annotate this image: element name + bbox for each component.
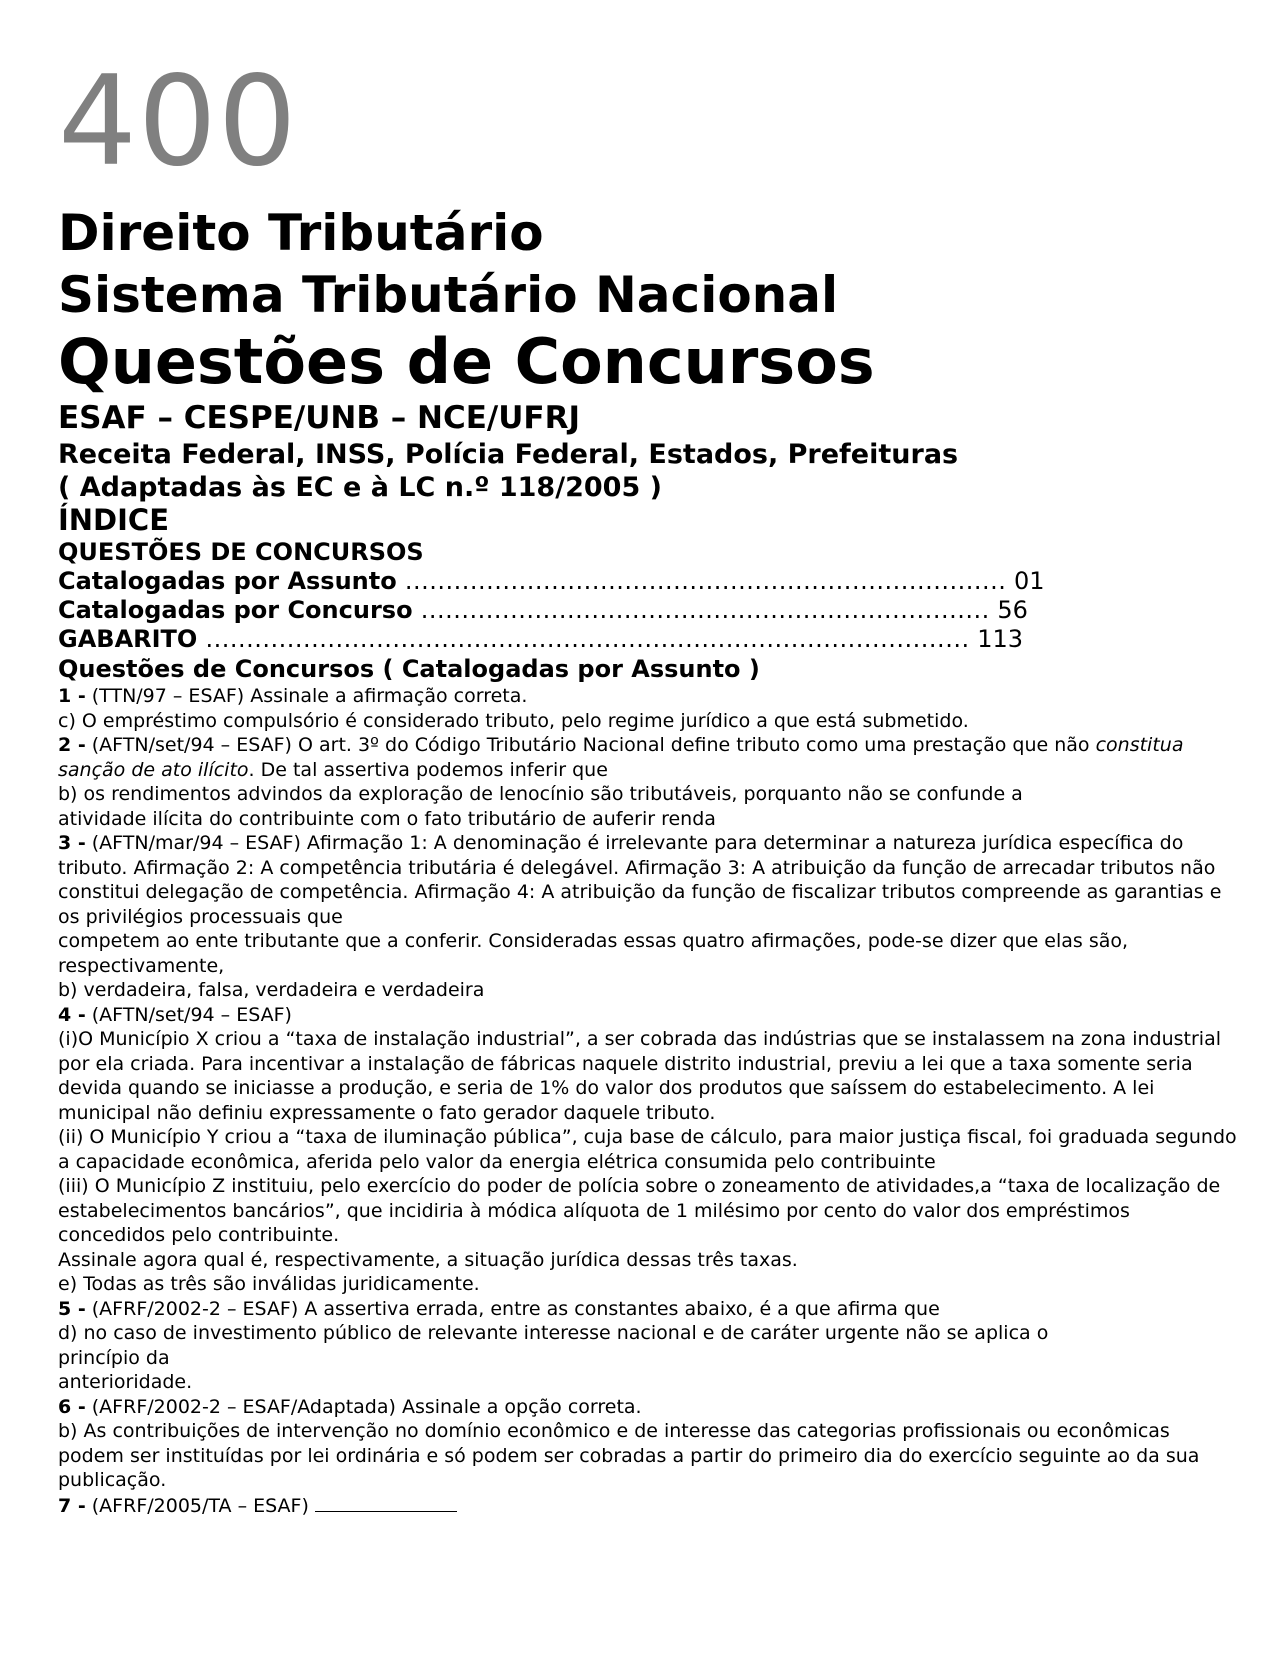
question-number: 5 - [58,1297,86,1320]
question-number: 1 - [58,685,86,707]
question-5 [58,1297,1238,1322]
page-number-large: 400 [58,50,298,194]
toc-dots: .......................................................................... [396,567,1007,595]
question-4-item-iii: (iii) O Município Z instituiu, pelo exercício do poder de polícia sobre o zoneamento de atividades,a “taxa de localização de estabelecimentos bancários”, que incidiria à módica alíquota de 1 milésimo por cento do valor dos empréstimos concedidos pelo contribuinte. [58,1175,1221,1246]
question-text: (TTN/97 – ESAF) Assinale a afirmação correta. [85,685,528,707]
title-direito-tributario: Direito Tributário [58,204,544,262]
answer-blank-line [315,1493,457,1512]
toc-dots: ...................................................................... [412,596,990,624]
question-text: (AFRF/2005/TA – ESAF) [85,1494,315,1517]
question-number: 4 - [58,1003,86,1026]
answer-5-line3: anterioridade. [58,1371,193,1393]
question-number: 3 - [58,832,86,854]
question-4 [58,1003,1238,1028]
toc-row[interactable] [58,596,1238,625]
answer-2-line1: b) os rendimentos advindos da exploração de lenocínio são tributáveis, porquanto não se confunde a [58,783,1023,805]
question-number: 2 - [58,734,86,756]
question-4-item-i: (i)O Município X criou a “taxa de instalação industrial”, a ser cobrada das indústrias que se instalassem na zona industrial por ela criada. Para incentivar a instalação de fábricas naquele distrito industrial, previu a lei que a taxa somente seria devida quando se iniciasse a produção, e seria de 1% do valor dos produtos que saíssem do estabelecimento. A lei municipal não definiu expressamente o fato gerador daquele tributo. [58,1028,1222,1124]
toc-row[interactable] [58,567,1238,596]
index-subheading: QUESTÕES DE CONCURSOS [58,538,424,566]
toc-label: Catalogadas por Assunto [58,567,397,595]
question-3-cont: competem ao ente tributante que a conferir. Consideradas essas quatro afirmações, pode-se dizer que elas são, respectivamente, [58,930,1129,977]
question-3 [58,831,1238,929]
question-2 [58,733,1238,782]
answer-2-line2: atividade ilícita do contribuinte com o fato tributário de auferir renda [58,807,716,830]
answer-5-line1: d) no caso de investimento público de relevante interesse nacional e de caráter urgente não se aplica o [58,1322,1049,1344]
title-sistema-tributario: Sistema Tributário Nacional [58,266,839,324]
question-number: 6 - [58,1395,86,1418]
question-4-item-ii: (ii) O Município Y criou a “taxa de iluminação pública”, cuja base de cálculo, para maior justiça fiscal, foi graduada segundo a capacidade econômica, aferida pelo valor da energia elétrica consumida pelo contribuinte [58,1126,1237,1173]
section-heading: Questões de Concursos ( Catalogadas por Assunto ) [58,655,760,683]
question-text-cont: . De tal assertiva podemos inferir que [248,758,608,781]
answer-3: b) verdadeira, falsa, verdadeira e verdadeira [58,979,485,1001]
question-text: (AFRF/2002-2 – ESAF/Adaptada) Assinale a opção correta. [85,1395,642,1418]
organizers-line: ESAF – CESPE/UNB – NCE/UFRJ [58,400,581,436]
question-number: 7 - [58,1494,86,1517]
entities-line: Receita Federal, INSS, Polícia Federal, Estados, Prefeituras [58,439,959,470]
answer-5-line2: princípio da [58,1346,170,1369]
toc-page: 113 [969,625,1024,653]
question-text: (AFTN/mar/94 – ESAF) Afirmação 1: A denominação é irrelevante para determinar a natureza jurídica específica do tributo. Afirmação 2: A competência tributária é delegável. Afirmação 3: A atribuição da função de arrecadar tributos não constitui delegação de competência. Afirmação 4: A atribuição da função de fiscalizar tributos compreende as garantias e os privilégios processuais que [58,832,1222,928]
toc-label: Catalogadas por Concurso [58,596,413,624]
title-questoes: Questões de Concursos [58,325,875,398]
toc-label: GABARITO [58,625,198,653]
answer-1: c) O empréstimo compulsório é considerado tributo, pelo regime jurídico a que está submetido. [58,709,969,732]
toc-page: 01 [1006,567,1045,595]
answer-4: e) Todas as três são inválidas juridicamente. [58,1273,480,1295]
question-4-prompt: Assinale agora qual é, respectivamente, a situação jurídica dessas três taxas. [58,1248,798,1271]
question-1 [58,684,1238,709]
answer-6: b) As contribuições de intervenção no domínio econômico e de interesse das categorias profissionais ou econômicas podem ser instituídas por lei ordinária e só podem ser cobradas a partir do primeiro dia do exercício seguinte ao da sua publicação. [58,1420,1200,1491]
toc-row[interactable] [58,625,1238,654]
question-text: (AFTN/set/94 – ESAF) [85,1003,292,1026]
question-7 [58,1493,1238,1519]
question-italic-text: constitua sanção de ato ilícito [58,734,1184,781]
question-text: (AFRF/2002-2 – ESAF) A assertiva errada, entre as constantes abaixo, é a que afirma que [85,1297,940,1320]
toc-page: 56 [989,596,1028,624]
toc-dots: .............................................................................................. [197,625,970,653]
question-text: (AFTN/set/94 – ESAF) O art. 3º do Código Tributário Nacional define tributo como uma prestação que não [85,734,1096,756]
index-heading: ÍNDICE [58,503,170,537]
adapted-line: ( Adaptadas às EC e à LC n.º 118/2005 ) [58,472,662,503]
question-6 [58,1395,1238,1420]
document-page [58,50,1238,1518]
